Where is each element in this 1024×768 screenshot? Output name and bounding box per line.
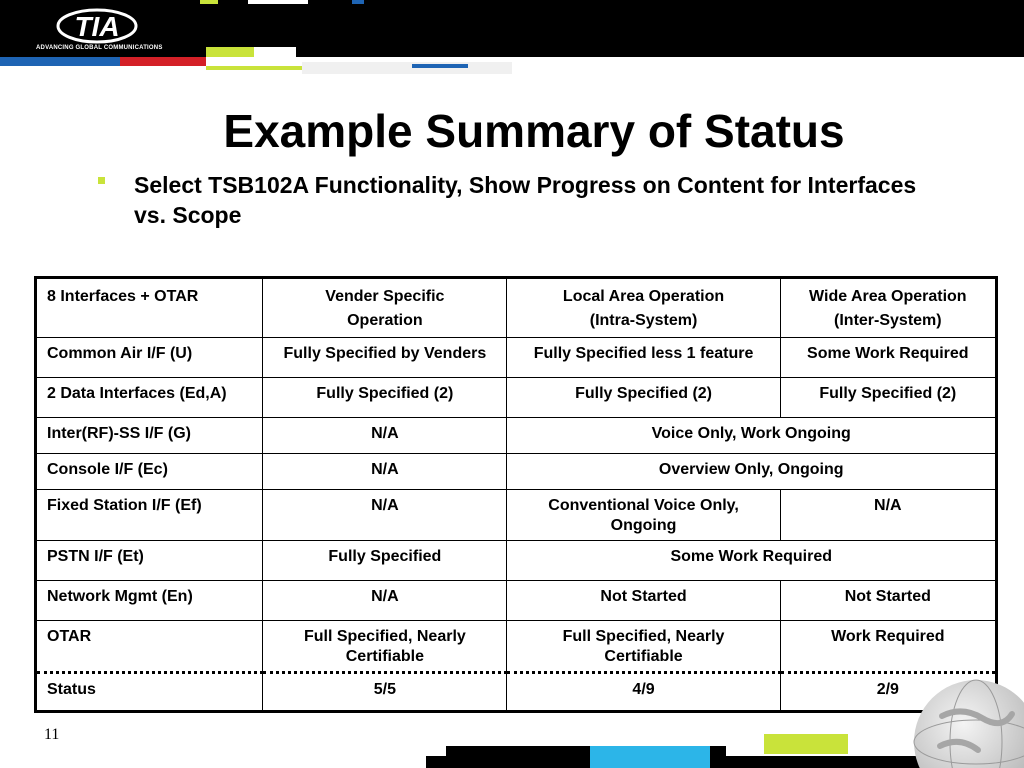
header-cell (780, 278, 996, 338)
table-cell: N/A (263, 454, 507, 490)
table-cell: N/A (263, 490, 507, 541)
logo-text: TIA (74, 11, 120, 42)
table-cell: Some Work Required (780, 338, 996, 378)
stripe-blue-thin (412, 64, 468, 68)
table-cell: Common Air I/F (U) (36, 338, 263, 378)
table-cell: Network Mgmt (En) (36, 581, 263, 621)
table-row (36, 378, 997, 418)
table-row (36, 490, 997, 541)
stripe-blue (0, 57, 120, 66)
header-cell (507, 278, 780, 338)
table-cell-merged: Voice Only, Work Ongoing (507, 418, 997, 454)
stripe-lime (206, 47, 254, 57)
top-stripe (352, 0, 364, 4)
table-cell: OTAR (36, 621, 263, 673)
bottom-stripe-white-2 (848, 746, 918, 756)
page-number: 11 (44, 726, 60, 743)
stripe-white (254, 47, 296, 57)
table-row (36, 338, 997, 378)
stripe-gray (302, 62, 512, 74)
bullet-text: Select TSB102A Functionality, Show Progress on Content for Interfaces vs. Scope (134, 172, 917, 228)
table-cell (507, 621, 780, 673)
header-label: Operation (347, 312, 423, 329)
table-cell (507, 490, 780, 541)
cell-line: Full Specified, Nearly (303, 628, 466, 645)
cell-line: Certifiable (345, 648, 424, 665)
table-cell: Fully Specified by Venders (263, 338, 507, 378)
globe-icon (912, 676, 1024, 768)
table-cell: Status (36, 673, 263, 712)
logo-tagline: ADVANCING GLOBAL COMMUNICATIONS (36, 45, 163, 51)
header-label: (Inter-System) (834, 312, 942, 329)
header-label: Local Area Operation (562, 288, 725, 305)
header-label: 8 Interfaces + OTAR (47, 288, 199, 305)
header-cell (263, 278, 507, 338)
table-cell: Inter(RF)-SS I/F (G) (36, 418, 263, 454)
stripe-lime-thin (206, 66, 302, 70)
status-table (34, 276, 998, 713)
table-row (36, 581, 997, 621)
table-cell: Console I/F (Ec) (36, 454, 263, 490)
table-cell-merged: Some Work Required (507, 541, 997, 581)
table-row (36, 621, 997, 673)
table-cell: N/A (263, 418, 507, 454)
table-cell: PSTN I/F (Et) (36, 541, 263, 581)
table-cell: Fully Specified (2) (780, 378, 996, 418)
table-cell (263, 621, 507, 673)
header-label: Wide Area Operation (809, 288, 967, 305)
bottom-stripe-white (726, 740, 744, 754)
table-cell: Fully Specified less 1 feature (507, 338, 780, 378)
top-stripe (200, 0, 218, 4)
cell-line: Full Specified, Nearly (562, 628, 725, 645)
table-header-row (36, 278, 997, 338)
tia-logo-icon (56, 8, 138, 44)
bottom-stripe-lime (764, 734, 848, 754)
table-cell: N/A (780, 490, 996, 541)
table-cell: Fully Specified (263, 541, 507, 581)
stripe-red (120, 57, 206, 66)
top-stripe (248, 0, 308, 4)
header-bar (0, 0, 1024, 57)
table-cell: 2 Data Interfaces (Ed,A) (36, 378, 263, 418)
table-cell: Fully Specified (2) (507, 378, 780, 418)
cell-line: Ongoing (610, 517, 677, 534)
table-cell: Work Required (780, 621, 996, 673)
bottom-stripe-cyan (590, 746, 710, 768)
status-row (36, 673, 997, 712)
table-cell: Not Started (507, 581, 780, 621)
table-row (36, 454, 997, 490)
table-cell: Not Started (780, 581, 996, 621)
header-label: (Intra-System) (589, 312, 698, 329)
header-label: Vender Specific (325, 288, 445, 305)
table-row (36, 418, 997, 454)
table-row (36, 541, 997, 581)
table-cell: 4/9 (507, 673, 780, 712)
cell-line: Certifiable (604, 648, 683, 665)
table-cell: Fully Specified (2) (263, 378, 507, 418)
header-cell (36, 278, 263, 338)
table-cell: 5/5 (263, 673, 507, 712)
stripe-black (296, 47, 450, 57)
table-cell: Fixed Station I/F (Ef) (36, 490, 263, 541)
bullet-square-icon (98, 177, 105, 184)
table-cell: 2/9 (780, 673, 996, 712)
cell-line: Conventional Voice Only, (548, 497, 739, 514)
table-cell: N/A (263, 581, 507, 621)
table-cell-merged: Overview Only, Ongoing (507, 454, 997, 490)
slide-title: Example Summary of Status (223, 105, 845, 157)
